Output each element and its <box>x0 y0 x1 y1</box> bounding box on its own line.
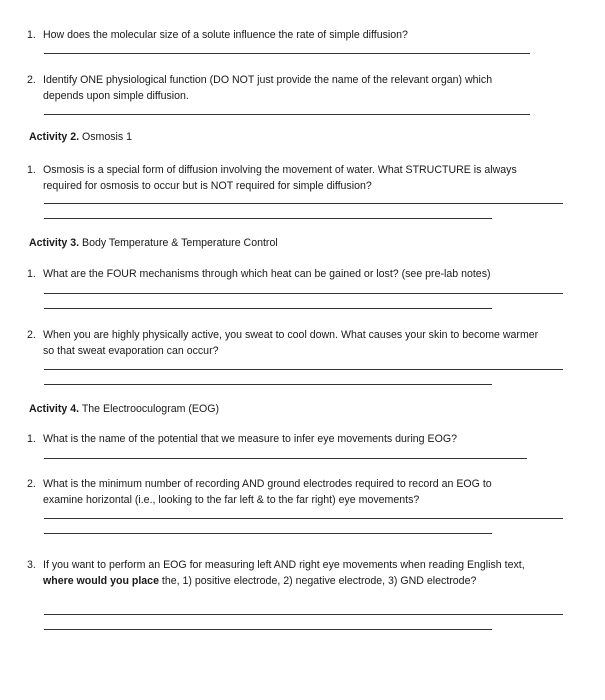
question-text: What is the minimum number of recording AND ground electrodes required to record an EOG to examine horizontal (i.e., looking to the far left & to the far right) eye movements? <box>43 478 492 506</box>
question-text: When you are highly physically active, you sweat to cool down. What causes your skin to become warmer so that sweat evaporation can occur? <box>43 329 539 357</box>
activity-label: Activity 2. <box>29 131 80 143</box>
answer-line[interactable] <box>44 369 563 370</box>
answer-line[interactable] <box>44 203 563 204</box>
question-diffusion-1 <box>27 28 567 44</box>
question-text-part: the, 1) positive electrode, 2) negative electrode, 3) GND electrode? <box>158 574 477 587</box>
question-number: 1. <box>27 164 36 176</box>
answer-line[interactable] <box>44 629 492 630</box>
activity-label: Activity 4. <box>29 403 80 415</box>
answer-line[interactable] <box>44 53 530 54</box>
question-text: What are the FOUR mechanisms through which heat can be gained or lost? (see pre-lab notes) <box>43 268 491 280</box>
question-text: What is the name of the potential that we measure to infer eye movements during EOG? <box>43 433 457 445</box>
question-temperature-1 <box>27 267 567 283</box>
activity-title: Osmosis 1 <box>82 131 133 143</box>
activity-title: The Electrooculogram (EOG) <box>81 403 219 415</box>
question-number: 1. <box>27 433 36 445</box>
question-eog-3 <box>27 558 567 589</box>
question-temperature-2 <box>27 328 567 359</box>
question-text: Osmosis is a special form of diffusion involving the movement of water. What STRUCTURE is always required for osmosis to occur but is NOT required for simple diffusion? <box>43 164 517 192</box>
activity-title: Body Temperature & Temperature Control <box>82 237 278 249</box>
question-number: 2. <box>27 478 36 490</box>
answer-line[interactable] <box>44 308 492 309</box>
activity-2-heading <box>29 131 132 143</box>
question-text: How does the molecular size of a solute influence the rate of simple diffusion? <box>43 29 408 41</box>
answer-line[interactable] <box>44 614 563 615</box>
answer-line[interactable] <box>44 114 530 115</box>
answer-line[interactable] <box>44 218 492 219</box>
activity-4-heading <box>29 403 219 415</box>
answer-line[interactable] <box>44 458 527 459</box>
question-number: 3. <box>27 559 36 571</box>
question-text-emphasis: where would you place <box>43 574 159 587</box>
question-number: 2. <box>27 329 36 341</box>
question-eog-2 <box>27 477 567 508</box>
question-osmosis-1 <box>27 163 567 194</box>
question-number: 1. <box>27 268 36 280</box>
question-eog-1 <box>27 432 567 448</box>
answer-line[interactable] <box>44 518 563 519</box>
question-number: 1. <box>27 29 36 41</box>
activity-label: Activity 3. <box>29 237 80 249</box>
question-text <box>43 558 543 589</box>
question-text: Identify ONE physiological function (DO NOT just provide the name of the relevant organ) which depends upon simple diffusion. <box>43 74 493 102</box>
answer-line[interactable] <box>44 384 492 385</box>
question-diffusion-2 <box>27 73 567 104</box>
question-text-part: If you want to perform an EOG for measuring left AND right eye movements when reading English text, <box>43 559 525 571</box>
answer-line[interactable] <box>44 293 563 294</box>
answer-line[interactable] <box>44 533 492 534</box>
activity-3-heading <box>29 237 278 249</box>
question-number: 2. <box>27 74 36 86</box>
